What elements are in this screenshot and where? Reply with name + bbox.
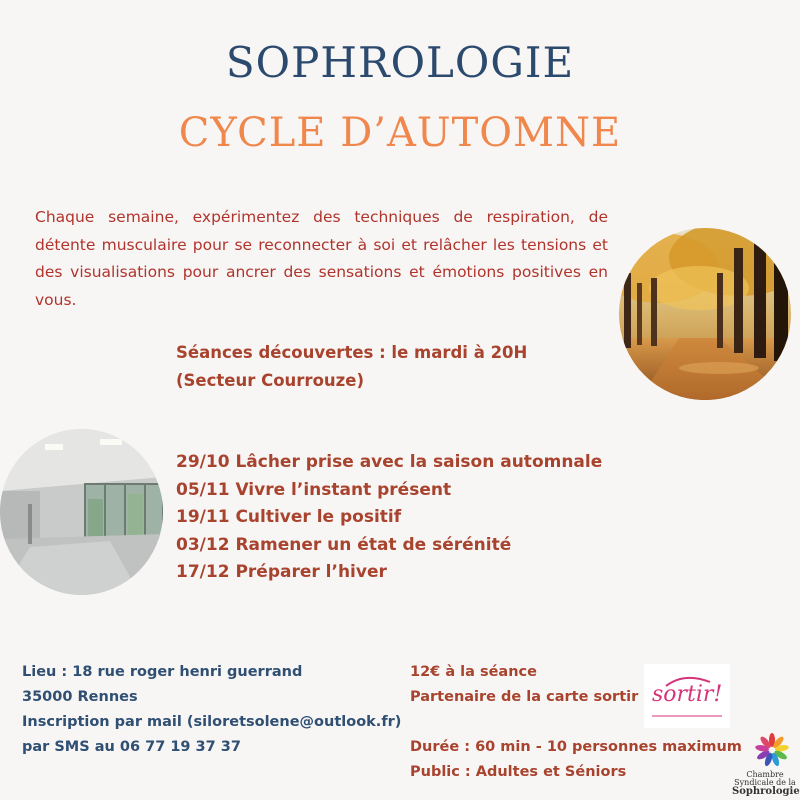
syndicat-line-1: Chambre (746, 770, 784, 779)
pricing-duration: Durée : 60 min - 10 personnes maximum (410, 739, 742, 755)
pricing-audience: Public : Adultes et Séniors (410, 764, 627, 780)
decouverte-location: (Secteur Courrouze) (176, 371, 364, 390)
contact-sms[interactable]: par SMS au 06 77 19 37 37 (22, 739, 241, 755)
session-item: 17/12 Préparer l’hiver (176, 562, 387, 582)
contact-lieu: Lieu : 18 rue roger henri guerrand (22, 664, 303, 680)
session-item: 19/11 Cultiver le positif (176, 507, 402, 527)
syndicat-line-3: Sophrologie (732, 786, 800, 797)
decouverte-schedule: Séances découvertes : le mardi à 20H (176, 343, 528, 362)
session-item: 29/10 Lâcher prise avec la saison automnale (176, 452, 603, 472)
contact-mail[interactable]: Inscription par mail (siloretsolene@outlook.fr) (22, 714, 402, 730)
sortir-logo-text: sortir! (652, 682, 723, 707)
page-title: SOPHROLOGIE (225, 38, 575, 87)
session-item: 03/12 Ramener un état de sérénité (176, 534, 512, 555)
autumn-trees-photo (619, 228, 791, 400)
syndicat-line-2: Syndicale de la (734, 778, 796, 787)
practice-room-photo (0, 429, 163, 595)
pricing-price: 12€ à la séance (410, 664, 537, 680)
intro-text: Chaque semaine, expérimentez des techniques de respiration, de détente musculaire pour se reconnecter à soi et relâcher les tensions et des visualisations pour ancrer des sensations et émotions positives en vous. (35, 208, 608, 309)
pricing-partner: Partenaire de la carte sortir (410, 689, 639, 705)
sessions-list (176, 449, 636, 587)
decouverte-block (176, 339, 596, 395)
flower-icon (732, 732, 798, 768)
contact-ville: 35000 Rennes (22, 689, 138, 705)
sortir-logo (644, 664, 730, 728)
contact-block (22, 660, 402, 760)
syndicat-logo (732, 732, 798, 800)
session-item: 05/11 Vivre l’instant présent (176, 479, 452, 500)
page-subtitle: CYCLE D’AUTOMNE (178, 110, 622, 156)
